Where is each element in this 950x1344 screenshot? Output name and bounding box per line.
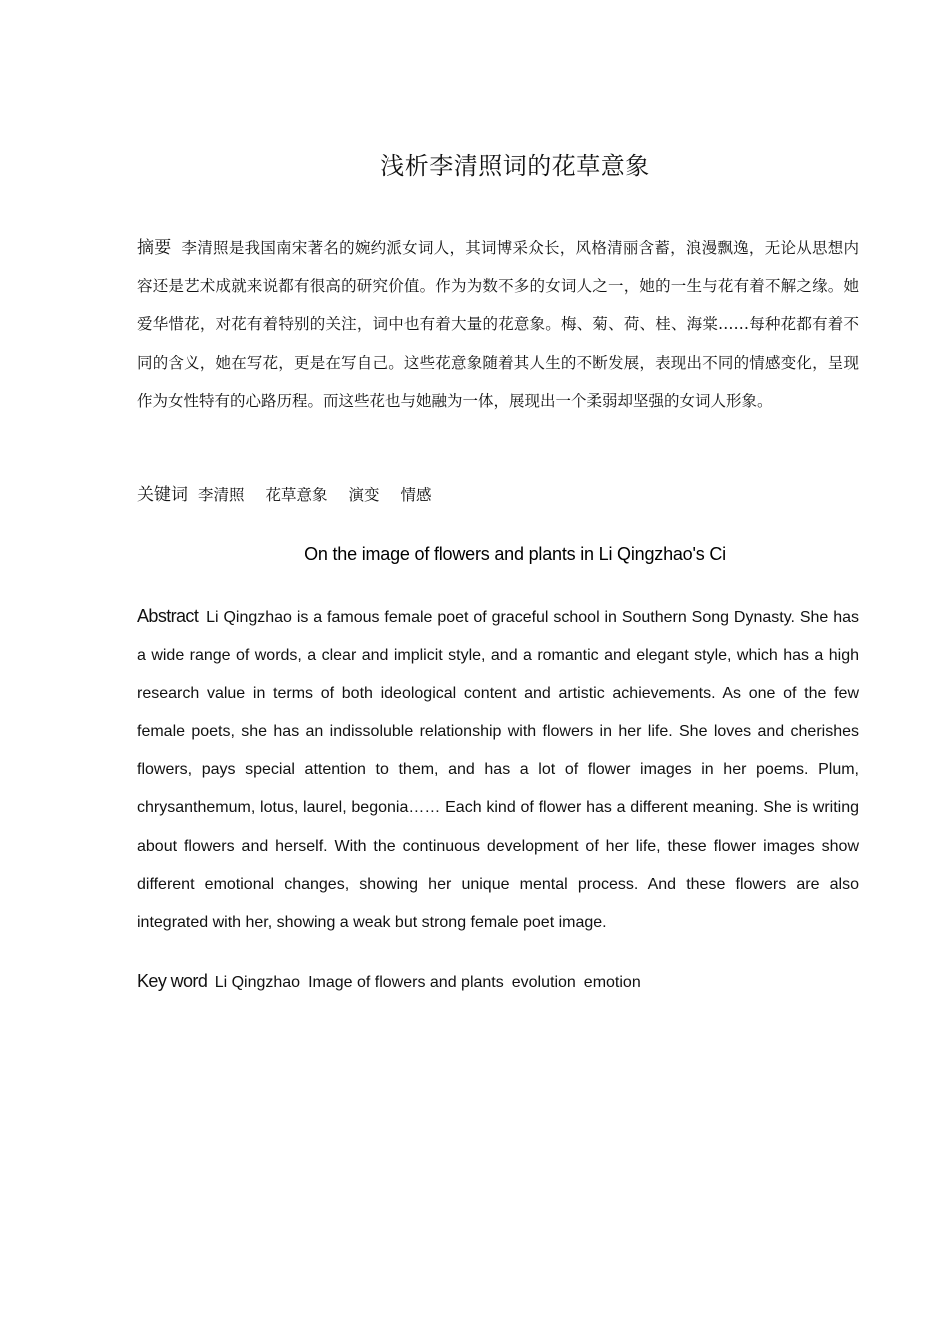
english-keywords-label: Key word — [137, 971, 208, 991]
english-title: On the image of flowers and plants in Li Qingzhao's Ci — [304, 544, 726, 564]
english-keywords — [137, 966, 859, 998]
chinese-abstract-text: 李清照是我国南宋著名的婉约派女词人，其词博采众长，风格清丽含蓄，浪漫飘逸，无论从思想内容还是艺术成就来说都有很高的研究价值。作为为数不多的女词人之一，她的一生与花有着不解之缘。她爱华惜花，对花有着特别的关注，词中也有着大量的花意象。梅、菊、荷、桂、海棠……每种花都有着不同的含义，她在写花，更是在写自己。这些花意象随着其人生的不断发展，表现出不同的情感变化，呈现作为女性特有的心路历程。而这些花也与她融为一体，展现出一个柔弱却坚强的女词人形象。 — [137, 239, 859, 410]
chinese-keyword: 花草意象 — [265, 486, 328, 504]
english-keyword: evolution — [511, 974, 576, 991]
chinese-abstract — [137, 229, 859, 420]
chinese-keywords — [137, 480, 859, 510]
chinese-abstract-label: 摘要 — [137, 238, 172, 258]
chinese-keyword: 情感 — [400, 486, 432, 504]
chinese-keyword: 演变 — [348, 486, 380, 504]
english-keyword: Image of flowers and plants — [308, 974, 504, 991]
english-abstract — [137, 597, 859, 942]
english-keyword: emotion — [583, 974, 641, 991]
english-keyword: Li Qingzhao — [214, 974, 301, 991]
english-abstract-text: Li Qingzhao is a famous female poet of graceful school in Southern Song Dynasty. She has a wide range of words, a clear and implicit style, and a romantic and elegant style, which has a high research value in terms of both ideological content and artistic achievements. As one of the few female poets, she has an indissoluble relationship with flowers in her life. She loves and cherishes flowers, pays special attention to them, and has a lot of flower images in her poems. Plum, chrysanthemum, lotus, laurel, begonia…… Each kind of flower has a different meaning. She is writing about flowers and herself. With the continuous development of her life, these flower images show different emotional changes, showing her unique mental process. And these flowers are also integrated with her, showing a weak but strong female poet image. — [137, 609, 859, 931]
chinese-title: 浅析李清照词的花草意象 — [380, 152, 650, 180]
english-abstract-label: Abstract — [137, 606, 199, 626]
chinese-keyword: 李清照 — [198, 486, 245, 504]
chinese-keywords-label: 关键词 — [137, 485, 188, 505]
